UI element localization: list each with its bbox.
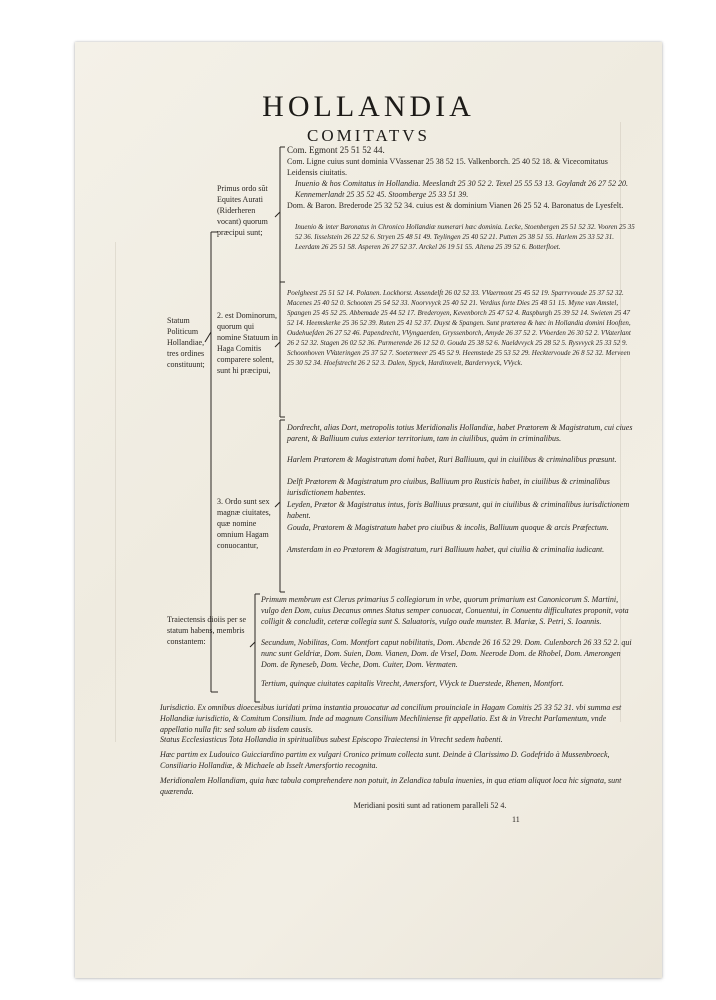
com-inuenio: Inuenio & hos Comitatus in Hollandia. Meeslandt 25 30 52 2. Texel 25 55 53 13. Goylandt 26 27 52 20. Kennemerlandt 25 35 52 45. Stoomberge 25 33 51 39.: [295, 179, 629, 199]
secundus-label: 2. est Dominorum, quorum qui nomine Statuum in Haga Comitis comparere solent, sunt hi præcipui,: [217, 311, 278, 375]
page-title: HOLLANDIA: [262, 90, 475, 123]
civitas-delft: Delft Prætorem & Magistratum pro ciuibus, Balliuum pro Rusticis habet, in ciuilibus & criminalibus iurisdictionem habentes.: [287, 477, 610, 497]
civitas-harlem: Harlem Prætorem & Magistratum domi habet, Ruri Balliuum, qui in ciuilibus & criminalibus præsunt.: [287, 455, 617, 464]
page-subtitle: COMITATVS: [307, 126, 430, 145]
traiect-primum: Primum membrum est Clerus primarius 5 collegiorum in vrbe, quorum primarium est Canonicorum S. Martini, vulgo den Dom, cuius Decanus omnes Status semper conuocat, Conuentui, in Conuentu difficultates proponit, vota colligit & concludit, ceteræ collegia sunt S. Saluatoris, vulgo oude munster. B. Mariæ, S. Petri, S. Ioannis.: [261, 595, 629, 626]
civitas-leyden: Leyden, Prætor & Magistratus intus, foris Balliuus præsunt, qui in ciuilibus & criminalibus iurisdictionem habent.: [287, 500, 630, 520]
iurisdictio: Iurisdictio. Ex omnibus dioecesibus iuridati prima instantia prouocatur ad concilium prouinciale in Hagam Comitis 25 33 52 31. vbi summa est Hollandiæ iurisdictio, & Comitum Consilium. Inde ad magnum Consilium Mechliniense fit appellatio. Est & in Vtrecht Parlamentum, vnde appellatio nulla fit: sed solum ab iisdem causis.: [160, 703, 622, 734]
traiect-label: Traiectensis dioiis per se statum habens, membris constantem:: [167, 615, 247, 646]
primus-label: Primus ordo sũt Equites Aurati (Riderheren vocant) quorum præcipui sunt;: [217, 184, 268, 237]
dom-baron: Dom. & Baron. Brederode 25 32 52 34. cuius est & dominium Vianen 26 25 52 4. Baronatus de Lyesfelt.: [287, 201, 624, 210]
civitas-dordrecht: Dordrecht, alias Dort, metropolis totius Meridionalis Hollandiæ, habet Prætorem & Magistratum, cui ciues parent, & Balliuum cuius exterior territorium, tam in ciuilibus, quàm in criminalibus.: [287, 423, 633, 443]
civitas-gouda: Gouda, Prætorem & Magistratum habet pro ciuibus & incolis, Balliuum quoque & arcis Præfectum.: [287, 523, 609, 532]
secundus-text: Poelgheest 25 51 52 14. Polanen. Lockhorst. Assendelft 26 02 52 33. VVaermont 25 45 52 19. Sparrvvoude 25 37 52 32. Macenes 25 40 52 0. Schooten 25 54 52 33. Noorvvyck 25 40 52 21. Verdius forte Dies 25 48 51 15. Myne van Amstel, Spangen 25 45 52 25. Abbemade 25 44 52 17. Brederoyen, Kevenborch 25 47 52 4. Raspburgh 25 39 52 14. Swieten 25 47 52 14. Heemskerke 25 36 52 39. Ruten 25 41 52 37. Duyst & Spangen. Sunt præterea & hæc in Hollandia domini Hooften, Oudehuefden 26 27 52 46. Papendrecht, VVyngaerden, Gryssenborch, Amyde 26 37 52 2. VVoerden 26 30 52 2. VVaterlant 26 2 52 32. Stagen 26 02 52 36. Purmerende 26 12 52 0. Gouda 25 38 52 6. Naeldvvyck 25 28 52 5. Rysvvyck 25 33 52 9. Schoonhoven VVateringen 25 37 52 7. Soetermeer 25 45 52 9. Heemstede 25 53 52 29. Hecktervoude 26 8 52 32. Merveen 25 30 52 34. Hoefstrecht 26 2 52 3. Dalen, Spyck, Hardinxvelt, Bardervvyck, VVyck.: [287, 289, 631, 367]
status-ecclesiasticus: Status Ecclesiasticus Tota Hollandia in spiritualibus subest Episcopo Traiectensi in Vtrecht sedem habenti.: [160, 735, 503, 744]
civitas-amsterdam: Amsterdam in eo Prætorem & Magistratum, ruri Balliuum habet, qui ciuilia & criminalia iudicant.: [287, 545, 605, 554]
map-sheet: [75, 42, 662, 978]
meridionalem-note: Meridionalem Hollandiam, quia hæc tabula comprehendere non potuit, in Zelandica tabula inuenies, in qua etiam aliquot loca hic signata, sunt quærenda.: [160, 776, 622, 796]
traiect-tertium: Tertium, quinque ciuitates capitalis Vtrecht, Amersfort, VVyck te Duerstede, Rhenen, Montfort.: [261, 679, 564, 688]
haec-note: Hæc partim ex Ludouico Guicciardino partim ex vulgari Cronico primum collecta sunt. Deinde à Clarissimo D. Godefrido à Mussenbroeck, Consiliario Hollandiæ, & Michaele ab Isselt Amersfortio recognita.: [160, 750, 610, 770]
com-egmont: Com. Egmont 25 51 52 44.: [287, 145, 385, 155]
tertius-label: 3. Ordo sunt sex magnæ ciuitates, quæ nomine omnium Hagam conuocantur,: [217, 497, 271, 550]
page-mark: 11: [512, 815, 520, 824]
meridiani-note: Meridiani positi sunt ad rationem paralleli 52 4.: [353, 801, 507, 810]
traiect-brace: [250, 594, 260, 702]
statum-label: Statum Politicum Hollandiae, tres ordines constituunt;: [167, 316, 205, 369]
traiect-secundum: Secundum, Nobilitas, Com. Montfort caput nobilitatis, Dom. Abcnde 26 16 52 29. Dom. Culenborch 26 33 52 2. qui nunc sunt Geldriæ, Dom. Suien, Dom. Vianen, Dom. de Vrsel, Dom. Neerode Dom. de Rhobel, Dom. Amerongen Dom. de Ryneseb, Dom. Veche, Dom. Cuiter, Dom. Vermaten.: [261, 638, 632, 669]
inuenio-baronatus: Inuenio & inter Baronatus in Chronico Hollandiæ numerari hæc dominia. Lecke, Stoenbergen 25 51 52 32. Vooren 25 35 52 36. Iisselstein 26 22 52 6. Stryen 25 48 51 49. Teylingen 25 40 52 21. Putten 25 38 51 55. Harlem 25 33 52 31. Leerdam 26 25 51 58. Asperen 26 27 52 37. Arckel 26 19 51 55. Altena 25 39 52 6. Botterfloet.: [295, 223, 635, 251]
com-ligne: Com. Ligne cuius sunt dominia VVassenar 25 38 52 15. Valkenborch. 25 40 52 18. & Vicecomitatus Leidensis ciuitatis.: [287, 157, 608, 177]
